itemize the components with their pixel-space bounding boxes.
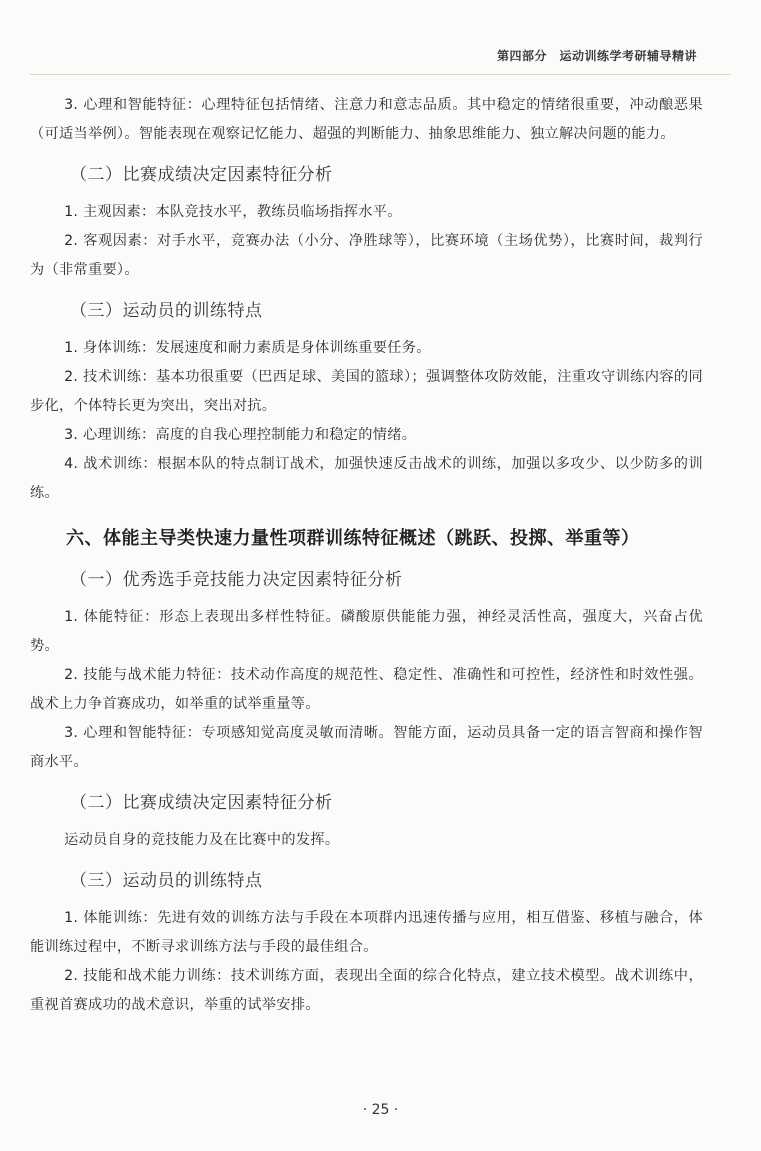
paragraph: 4. 战术训练：根据本队的特点制订战术，加强快速反击战术的训练，加强以多攻少、以少防多的训练。 <box>30 456 703 501</box>
subheading: （三）运动员的训练特点 <box>70 301 263 321</box>
subheading: （三）运动员的训练特点 <box>70 871 263 891</box>
section-heading: 六、体能主导类快速力量性项群训练特征概述（跳跃、投掷、举重等） <box>66 528 640 549</box>
paragraph: 3. 心理和智能特征：心理特征包括情绪、注意力和意志品质。其中稳定的情绪很重要，冲动酿恶果（可适当举例）。智能表现在观察记忆能力、超强的判断能力、抽象思维能力、独立解决问题的能力。 <box>30 97 703 142</box>
paragraph: 2. 技能与战术能力特征：技术动作高度的规范性、稳定性、准确性和可控性，经济性和时效性强。战术上力争首赛成功，如举重的试举重量等。 <box>30 667 703 712</box>
page-number: · 25 · <box>362 1102 399 1118</box>
paragraph: 1. 体能训练：先进有效的训练方法与手段在本项群内迅速传播与应用，相互借鉴、移植与融合，体能训练过程中，不断寻求训练方法与手段的最佳组合。 <box>30 910 703 955</box>
subheading: （一）优秀选手竞技能力决定因素特征分析 <box>70 570 403 590</box>
paragraph: 3. 心理训练：高度的自我心理控制能力和稳定的情绪。 <box>64 427 417 443</box>
paragraph: 1. 主观因素：本队竞技水平，教练员临场指挥水平。 <box>64 204 402 220</box>
paragraph: 2. 客观因素：对手水平，竞赛办法（小分、净胜球等），比赛环境（主场优势），比赛时间，裁判行为（非常重要）。 <box>30 233 703 278</box>
paragraph: 运动员自身的竞技能力及在比赛中的发挥。 <box>64 832 340 848</box>
paragraph: 3. 心理和智能特征：专项感知觉高度灵敏而清晰。智能方面，运动员具备一定的语言智商和操作智商水平。 <box>30 725 703 770</box>
running-header: 第四部分 运动训练学考研辅导精讲 <box>496 49 697 63</box>
paragraph: 2. 技术训练：基本功很重要（巴西足球、美国的篮球）；强调整体攻防效能，注重攻守训练内容的同步化，个体特长更为突出，突出对抗。 <box>30 369 703 414</box>
header-divider <box>30 74 731 75</box>
paragraph: 2. 技能和战术能力训练：技术训练方面，表现出全面的综合化特点，建立技术模型。战术训练中，重视首赛成功的战术意识，举重的试举安排。 <box>30 968 703 1013</box>
subheading: （二）比赛成绩决定因素特征分析 <box>70 793 333 813</box>
paragraph: 1. 体能特征：形态上表现出多样性特征。磷酸原供能能力强，神经灵活性高，强度大，兴奋占优势。 <box>30 609 703 654</box>
page-body <box>30 91 703 1020</box>
subheading: （二）比赛成绩决定因素特征分析 <box>70 165 333 185</box>
paragraph: 1. 身体训练：发展速度和耐力素质是身体训练重要任务。 <box>64 340 431 356</box>
